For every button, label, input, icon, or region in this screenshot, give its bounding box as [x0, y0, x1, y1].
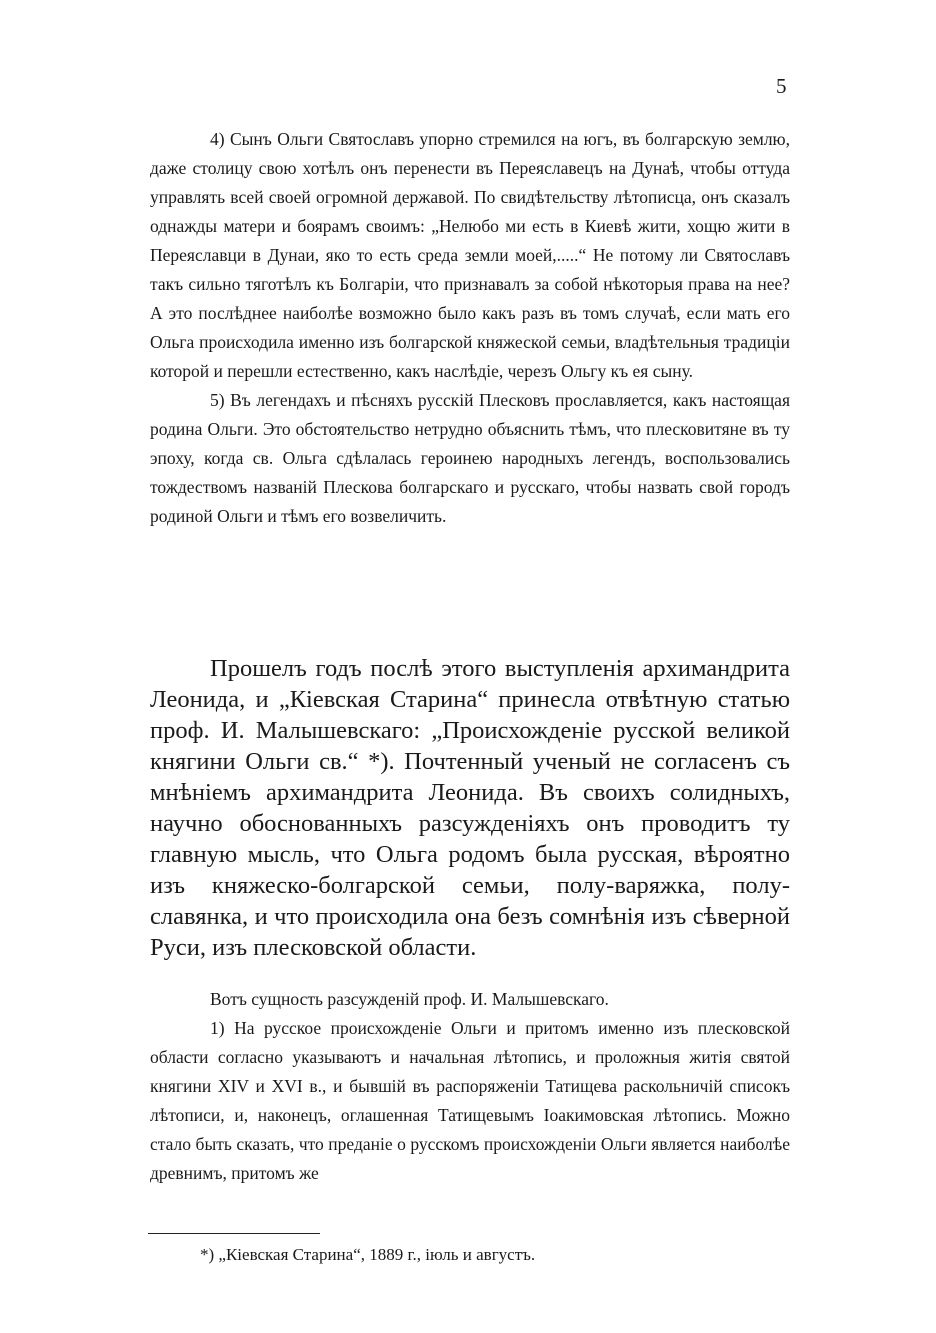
malyshevsky-points-block [150, 985, 790, 1188]
point-1-paragraph: 1) На русское происхожденіе Ольги и притомъ именно изъ плесковской области согласно указываютъ и начальная лѣтопись, и проложныя житія святой княгини XIV и XVI в., и бывшій въ распоряженіи Татищева раскольничій списокъ лѣтописи, и, наконецъ, оглашенная Татищевымъ Іоакимовская лѣтопись. Можно стало быть сказать, что преданіе о русскомъ происхожденіи Ольги является наиболѣе древнимъ, притомъ же [150, 1018, 790, 1183]
page-number: 5 [776, 74, 787, 98]
summary-points-block [150, 125, 790, 531]
footnote-divider [148, 1233, 320, 1234]
footnote: *) „Кіевская Старина“, 1889 г., іюль и августъ. [200, 1245, 536, 1264]
point-4-paragraph: 4) Сынъ Ольги Святославъ упорно стремился на югъ, въ болгарскую землю, даже столицу свою хотѣлъ онъ перенести въ Переяславецъ на Дунаѣ, чтобы оттуда управлять всей своей огромной державой. По свидѣтельству лѣтописца, онъ сказалъ однажды матери и боярамъ своимъ: „Нелюбо ми есть в Киевѣ жити, хощю жити в Переяславци в Дунаи, яко то есть среда земли моей,.....“ Не потому ли Святославъ такъ сильно тяготѣлъ къ Болгаріи, что признавалъ за собой нѣкоторыя права на нее? А это послѣднее наиболѣе возможно было какъ разъ въ томъ случаѣ, если мать его Ольга происходила именно изъ болгарской княжеской семьи, владѣтельныя традиціи которой и перешли естественно, какъ наслѣдіе, черезъ Ольгу къ ея сыну. [150, 129, 790, 381]
point-5-paragraph: 5) Въ легендахъ и пѣсняхъ русскій Плесковъ прославляется, какъ настоящая родина Ольги. Это обстоятельство нетрудно объяснить тѣмъ, что плесковитяне въ ту эпоху, когда св. Ольга сдѣлалась героинею народныхъ легендъ, воспользовались тождествомъ названій Плескова болгарскаго и русскаго, чтобы назвать свой городъ родиной Ольги и тѣмъ его возвеличить. [150, 390, 790, 526]
intro-paragraph: Вотъ сущность разсужденій проф. И. Малышевскаго. [210, 989, 609, 1009]
main-paragraph: Прошелъ годъ послѣ этого выступленія архимандрита Леонида, и „Кіевская Старина“ принесла отвѣтную статью проф. И. Малышевскаго: „Происхожденіе русской великой княгини Ольги св.“ *). Почтенный ученый не согласенъ съ мнѣніемъ архимандрита Леонида. Въ своихъ солидныхъ, научно обоснованныхъ разсужденіяхъ онъ проводитъ ту главную мысль, что Ольга родомъ была русская, вѣроятно изъ княжеско-болгарской семьи, полу-варяжка, полу-славянка, и что происходила она безъ сомнѣнія изъ сѣверной Руси, изъ плесковской области. [150, 655, 790, 961]
main-text-block [150, 653, 790, 963]
